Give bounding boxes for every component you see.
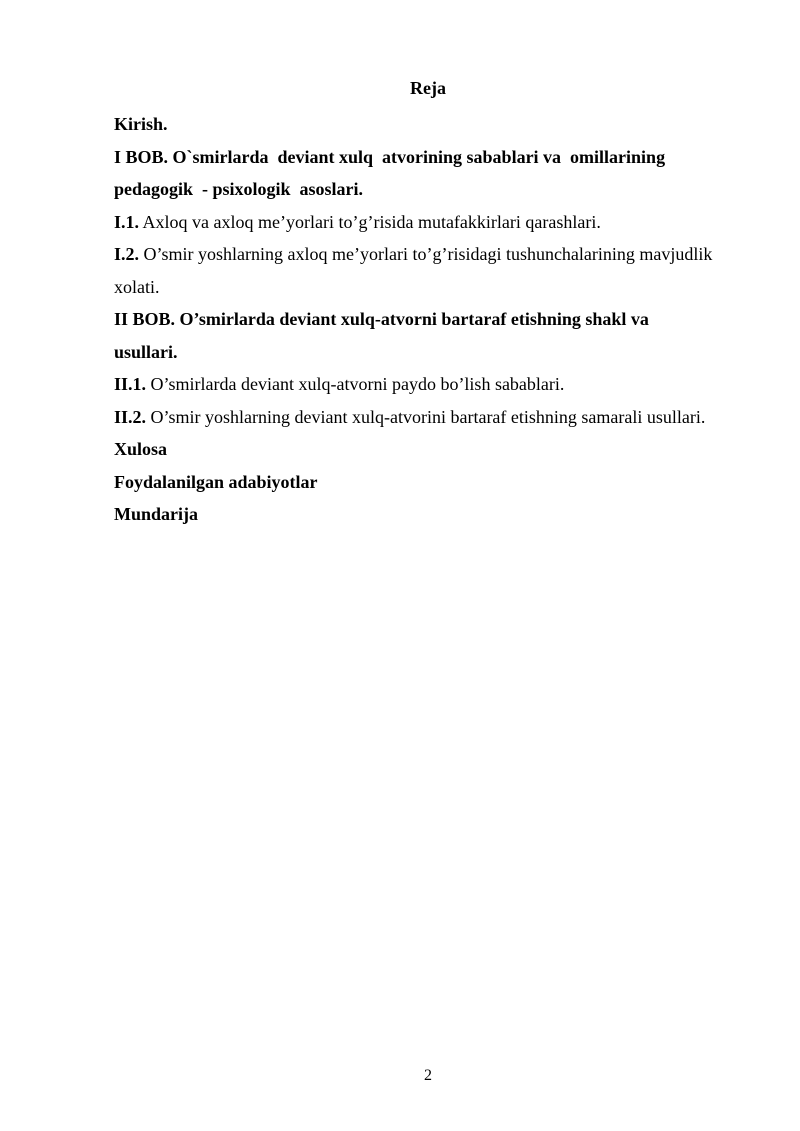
- toc-section-1-1: [114, 206, 754, 239]
- section-title: O’smir yoshlarning deviant xulq-atvorini bartaraf etishning samarali usullari.: [146, 406, 706, 427]
- section-title: O’smir yoshlarning axloq me’yorlari to’g’risidagi tushunchalarining mavjudlik: [139, 244, 713, 264]
- toc-section-2-2: [114, 401, 754, 434]
- toc-conclusion: Xulosa: [114, 439, 168, 459]
- table-of-contents: [114, 108, 754, 531]
- toc-chapter-1-line-2: pedagogik - psixologik asoslari.: [114, 179, 364, 199]
- page-title: Reja: [410, 78, 446, 98]
- toc-section-1-2-continuation: xolati.: [114, 276, 160, 297]
- toc-section-2-1: [114, 368, 754, 401]
- toc-references: Foydalanilgan adabiyotlar: [114, 471, 318, 492]
- toc-chapter-1-line-1: I BOB. O`smirlarda deviant xulq atvorining sabablari va omillarining: [114, 146, 666, 167]
- section-number: I.2.: [114, 244, 140, 264]
- section-title: O’smirlarda deviant xulq-atvorni paydo bo’lish sabablari.: [146, 374, 565, 394]
- page-number: 2: [424, 1067, 432, 1084]
- section-title: Axloq va axloq me’yorlari to’g’risida mutafakkirlari qarashlari.: [139, 211, 601, 232]
- section-number: II.1.: [114, 374, 147, 394]
- toc-chapter-2-line-2: usullari.: [114, 341, 178, 362]
- section-number: II.2.: [114, 406, 147, 427]
- toc-chapter-2-line-1: II BOB. O’smirlarda deviant xulq-atvorni bartaraf etishning shakl va: [114, 309, 649, 329]
- toc-contents: Mundarija: [114, 504, 199, 524]
- toc-section-1-2: [114, 238, 754, 271]
- toc-intro: Kirish.: [114, 114, 168, 134]
- section-number: I.1.: [114, 211, 140, 232]
